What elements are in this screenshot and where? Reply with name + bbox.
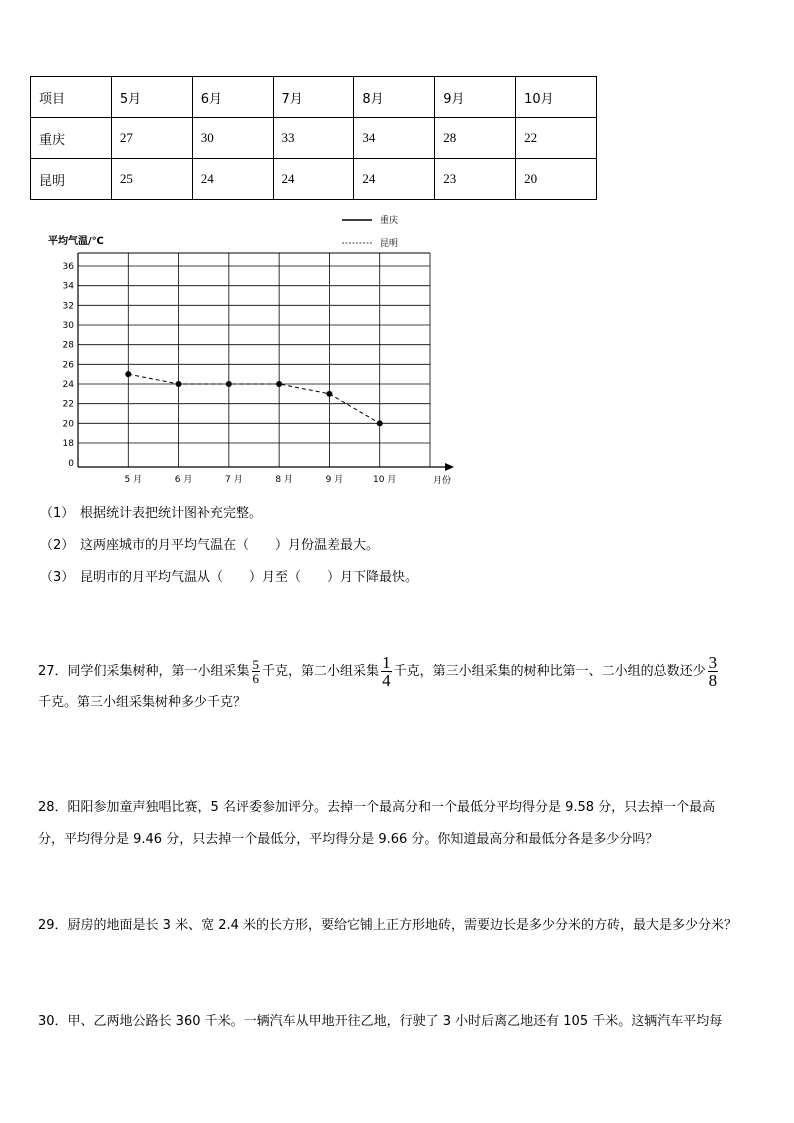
temperature-line-chart [44,210,464,490]
numerator: 1 [382,653,391,672]
y-tick-label: 22 [62,399,74,410]
y-axis-title: 平均气温/℃ [48,236,104,247]
table-cell: 24 [354,159,435,200]
question-number: （3） [40,570,75,585]
data-point [326,391,332,397]
problem-text: 千克，第三小组采集的树种比第一、二小组的总数还少 [393,664,706,679]
chart-legend [342,214,398,249]
chart-grid [78,253,430,467]
row-label: 昆明 [31,159,112,200]
chart-series [125,371,382,426]
table-header-row [31,77,597,118]
x-tick-labels [124,474,396,485]
table-cell: 20 [516,159,597,200]
x-tick-label: 8 月 [275,475,293,485]
x-tick-label: 6 月 [174,475,193,485]
table-cell: 27 [111,118,192,159]
y-tick-label: 30 [62,321,74,331]
problem-text: 27．同学们采集树种，第一小组采集 [38,664,250,679]
denominator: 6 [252,671,260,686]
y-tick-label: 24 [62,380,74,390]
question-text: 根据统计表把统计图补充完整。 [80,506,263,521]
table-cell: 30 [192,118,273,159]
y-tick-label: 36 [62,262,74,272]
fraction-3-8 [708,654,719,689]
question-text: 这两座城市的月平均气温在（ ）月份温差最大。 [80,538,380,553]
temperature-table [30,76,597,200]
problem-27 [38,654,758,713]
fraction-1-4 [381,654,392,689]
problem-29 [38,916,758,936]
header-cell: 8月 [354,77,435,118]
header-cell: 6月 [192,77,273,118]
header-cell: 5月 [111,77,192,118]
y-tick-label: 18 [62,439,74,449]
data-point [226,381,232,387]
x-axis-arrow [445,463,454,471]
header-cell: 项目 [31,77,112,118]
data-point [276,381,282,387]
y-tick-labels [63,262,75,469]
legend-label: 昆明 [380,239,399,249]
table-cell: 24 [192,159,273,200]
data-point [125,371,131,377]
row-label: 重庆 [31,118,112,159]
table-cell: 34 [354,118,435,159]
x-tick-label: 9 月 [325,475,344,485]
problem-text: 29．厨房的地面是长 3 米、宽 2.4 米的长方形，要给它铺上正方形地砖，需要边长是多少分米的方砖，最大是多少分米？ [38,918,738,933]
y-tick-label: 28 [62,340,74,351]
header-cell: 10月 [516,77,597,118]
question-number: （2） [40,538,75,553]
sub-question-1 [40,502,262,521]
denominator: 4 [382,671,391,690]
problem-28 [38,792,758,856]
sub-question-2 [40,534,379,553]
data-point [377,420,383,426]
table-cell: 28 [435,118,516,159]
y-tick-label: 26 [62,360,74,371]
problem-text: 30．甲、乙两地公路长 360 千米。一辆汽车从甲地开往乙地，行驶了 3 小时后离乙地还有 105 千米。这辆汽车平均每 [38,1014,723,1029]
numerator: 3 [708,653,718,672]
header-cell: 9月 [435,77,516,118]
table-row-chongqing [31,118,597,159]
data-point [176,381,182,387]
problem-text: 28．阳阳参加童声独唱比赛，5 名评委参加评分。去掉一个最高分和一个最低分平均得分是 9.58 分，只去掉一个最高 [38,800,716,815]
y-tick-label: 34 [62,281,74,292]
y-tick-label: 32 [62,301,74,312]
numerator: 5 [252,657,260,672]
table-cell: 24 [273,159,354,200]
table-cell: 25 [111,159,192,200]
x-tick-label: 7 月 [225,475,243,485]
header-cell: 7月 [273,77,354,118]
x-tick-label: 5 月 [124,475,143,485]
sub-question-3 [40,566,418,585]
legend-label: 重庆 [380,216,399,226]
y-tick-label: 0 [68,459,74,469]
x-axis-title: 月份 [433,476,452,486]
denominator: 8 [708,671,718,690]
problem-30 [38,1012,758,1032]
fraction-5-6 [252,658,261,685]
problem-text: 千克。第三小组采集树种多少千克？ [38,695,247,710]
series-line-昆明 [128,374,379,423]
problem-text: 千克，第二小组采集 [262,664,380,679]
y-tick-label: 20 [62,419,74,430]
table-cell: 33 [273,118,354,159]
x-tick-label: 10 月 [373,475,397,485]
question-number: （1） [40,506,75,521]
problem-text: 分，平均得分是 9.46 分，只去掉一个最低分，平均得分是 9.66 分。你知道最高分和最低分各是多少分吗？ [38,832,659,847]
table-cell: 23 [435,159,516,200]
table-row-kunming [31,159,597,200]
question-text: 昆明市的月平均气温从（ ）月至（ ）月下降最快。 [80,570,419,585]
table-cell: 22 [516,118,597,159]
problem-27-line-1 [38,654,758,689]
